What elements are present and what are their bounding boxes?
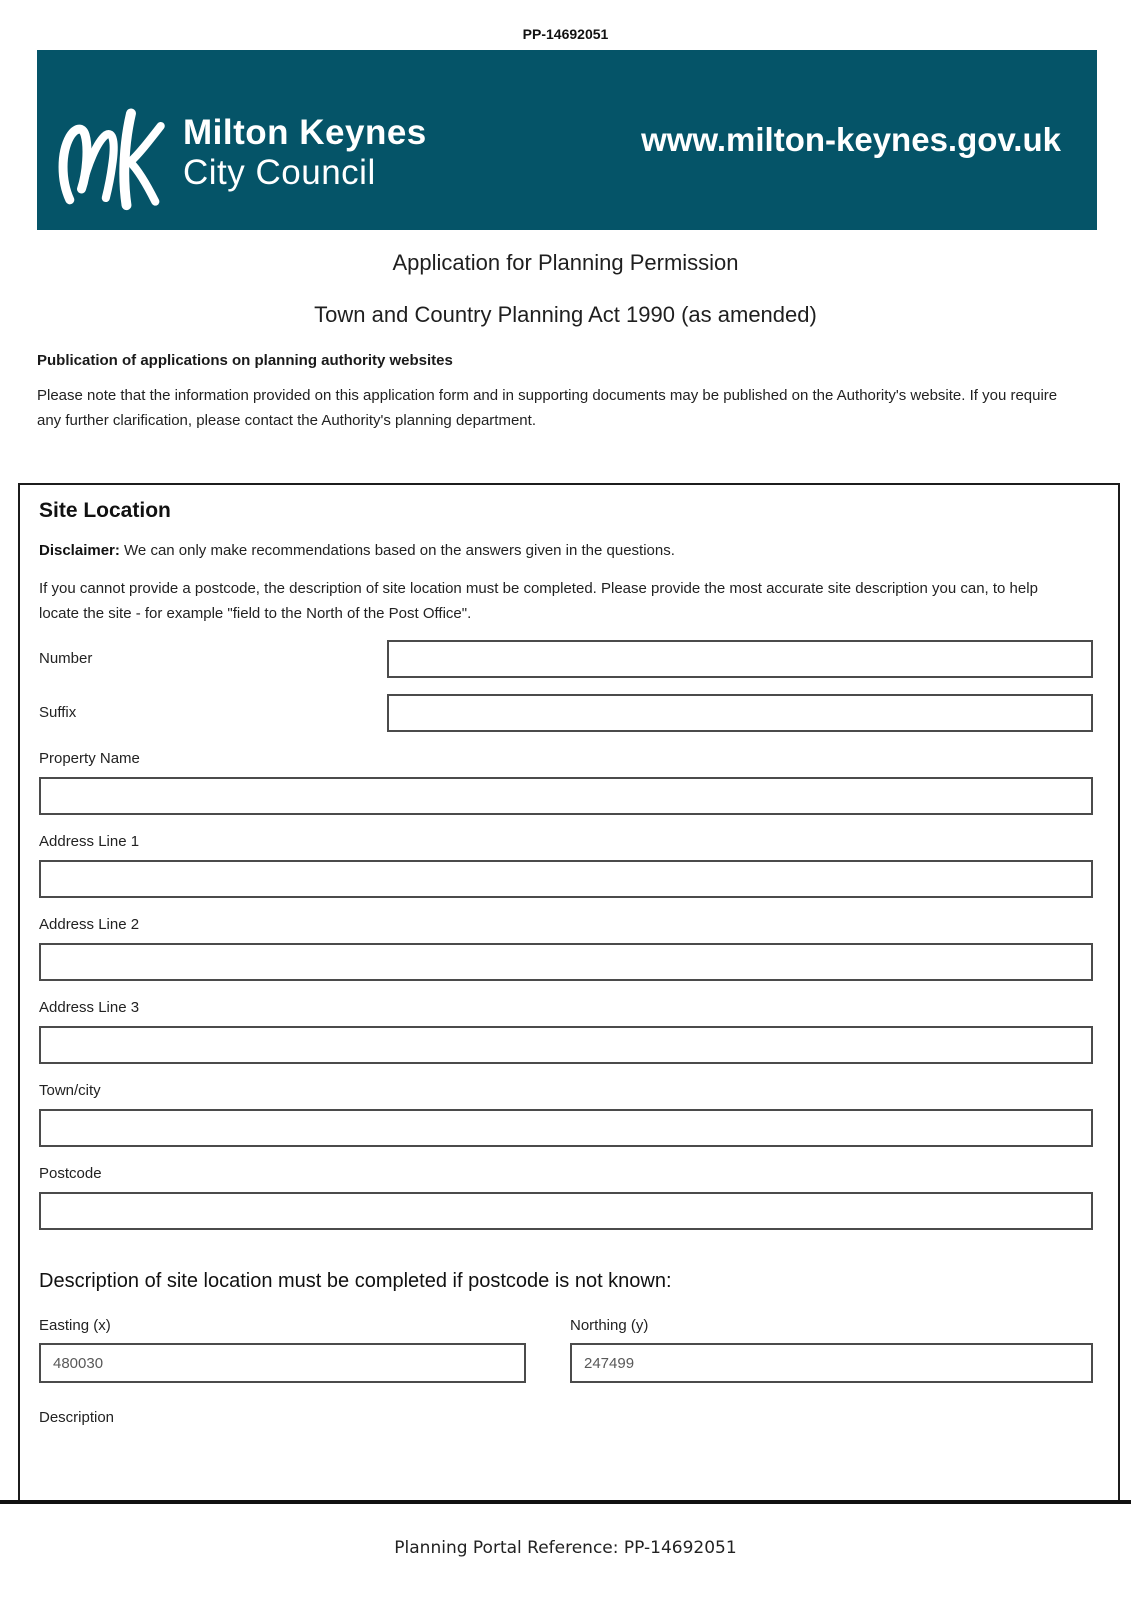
field-row-northing — [570, 1317, 1093, 1383]
field-row-number — [39, 640, 1093, 678]
coordinates-row — [39, 1317, 1093, 1383]
site-location-disclaimer — [39, 539, 1093, 562]
site-location-title: Site Location — [39, 499, 171, 522]
postcode-label: Postcode — [39, 1165, 102, 1182]
planning-portal-reference-top: PP-14692051 — [522, 26, 609, 42]
page-title: Application for Planning Permission — [392, 250, 739, 275]
publication-note-heading: Publication of applications on planning authority websites — [37, 352, 453, 369]
town-city-label: Town/city — [39, 1082, 101, 1099]
field-row-town-city — [39, 1082, 1093, 1147]
number-input[interactable] — [387, 640, 1093, 678]
property-name-label: Property Name — [39, 750, 140, 767]
page-subtitle: Town and Country Planning Act 1990 (as amended) — [314, 302, 817, 327]
address-line-2-input[interactable] — [39, 943, 1093, 981]
mk-logo-icon — [57, 90, 169, 216]
address-line-3-label: Address Line 3 — [39, 999, 140, 1016]
field-row-address-line-2 — [39, 916, 1093, 981]
council-name — [183, 113, 427, 194]
council-brand — [37, 64, 427, 216]
easting-label: Easting (x) — [39, 1317, 111, 1334]
address-line-1-input[interactable] — [39, 860, 1093, 898]
site-location-section — [18, 483, 1120, 1500]
northing-input[interactable] — [570, 1343, 1093, 1383]
site-location-instructions: If you cannot provide a postcode, the description of site location must be completed. Please provide the most accurate site description you can, to help locate the site - for example "field to the North of the Post Office". — [39, 580, 1038, 622]
site-description-heading: Description of site location must be completed if postcode is not known: — [39, 1270, 672, 1292]
description-label: Description — [39, 1409, 115, 1426]
council-website-url: www.milton-keynes.gov.uk — [641, 121, 1061, 158]
suffix-label: Suffix — [39, 704, 77, 721]
address-line-2-label: Address Line 2 — [39, 916, 140, 933]
council-name-line2: City Council — [183, 153, 376, 192]
field-row-address-line-1 — [39, 833, 1093, 898]
field-row-address-line-3 — [39, 999, 1093, 1064]
disclaimer-text: We can only make recommendations based on the answers given in the questions. — [119, 542, 675, 559]
address-fields — [39, 640, 1093, 1230]
property-name-input[interactable] — [39, 777, 1093, 815]
council-name-line1: Milton Keynes — [183, 112, 427, 152]
council-header-banner — [37, 50, 1097, 230]
planning-portal-reference-footer: Planning Portal Reference: PP-14692051 — [394, 1538, 737, 1558]
field-row-suffix — [39, 694, 1093, 732]
number-label: Number — [39, 650, 93, 667]
address-line-1-label: Address Line 1 — [39, 833, 140, 850]
town-city-input[interactable] — [39, 1109, 1093, 1147]
field-row-postcode — [39, 1165, 1093, 1230]
easting-input[interactable] — [39, 1343, 526, 1383]
address-line-3-input[interactable] — [39, 1026, 1093, 1064]
publication-note-body: Please note that the information provided on this application form and in supporting documents may be published on the Authority's website. If you require any further clarification, please contact the Authority's planning department. — [37, 387, 1058, 429]
disclaimer-label: Disclaimer: — [39, 542, 120, 559]
suffix-input[interactable] — [387, 694, 1093, 732]
field-row-easting — [39, 1317, 526, 1383]
field-row-property-name — [39, 750, 1093, 815]
page-break-divider — [0, 1500, 1131, 1504]
northing-label: Northing (y) — [570, 1317, 649, 1334]
postcode-input[interactable] — [39, 1192, 1093, 1230]
